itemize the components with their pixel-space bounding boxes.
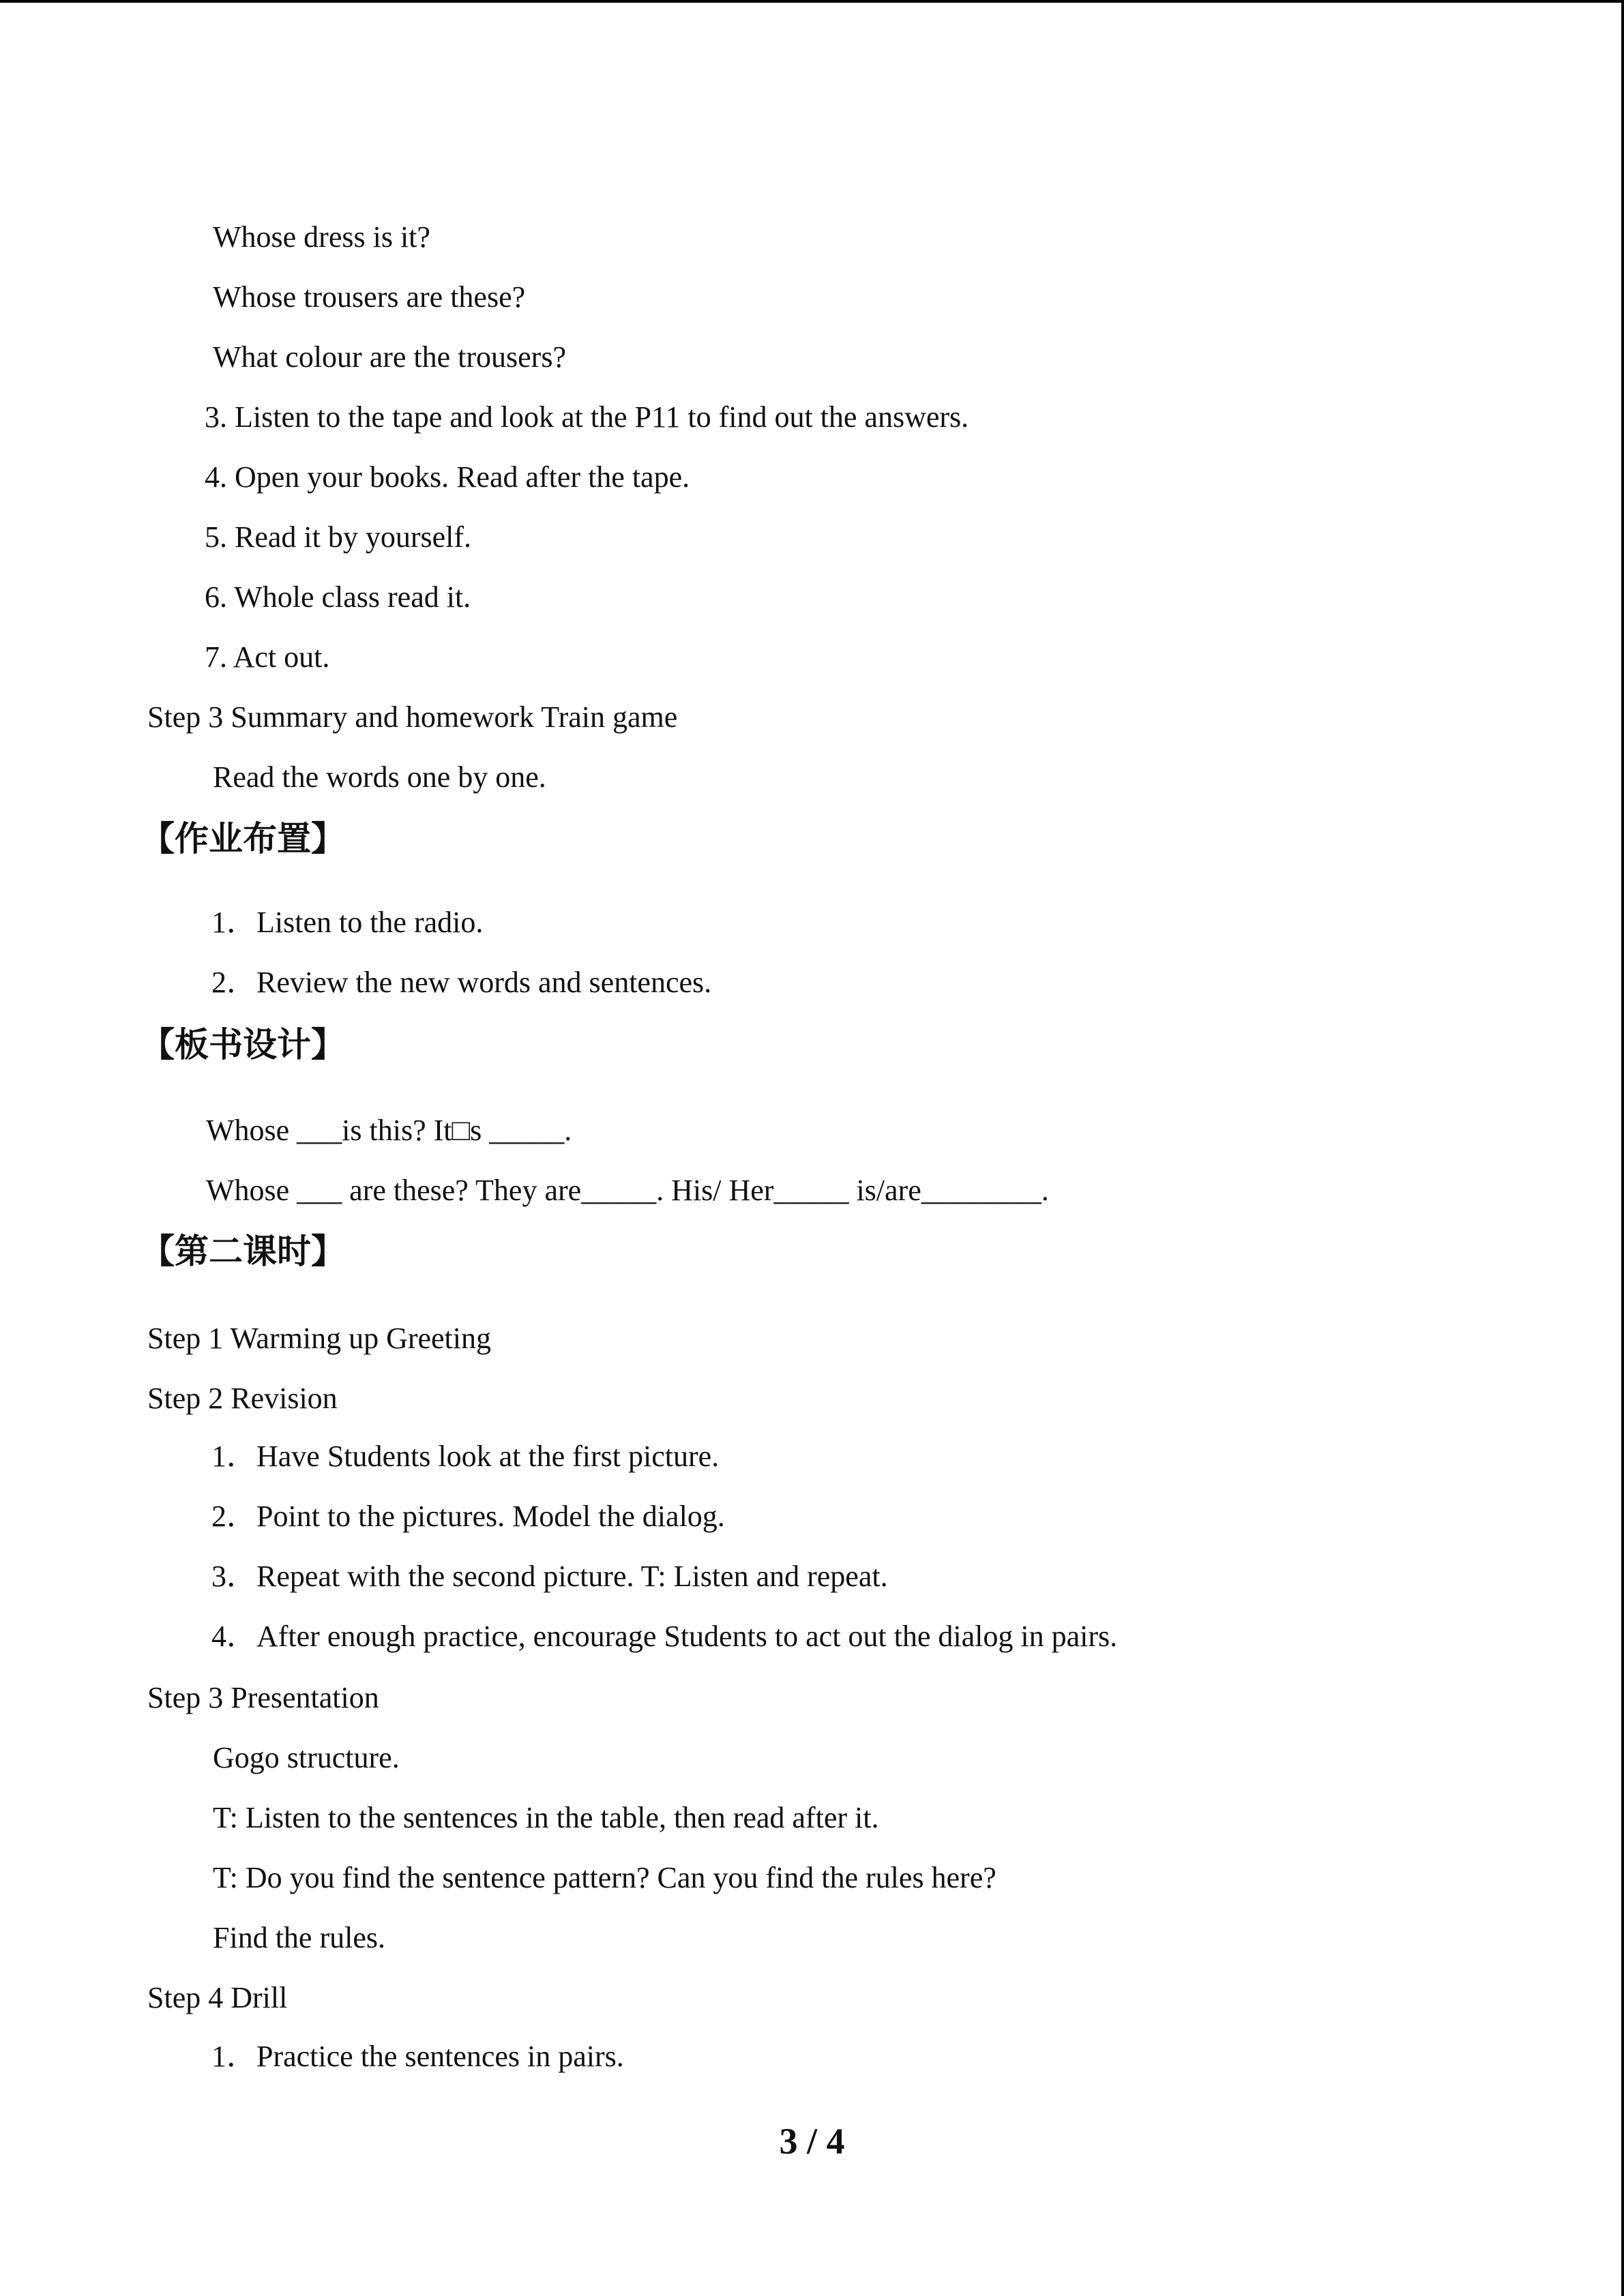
list-item: 1．Have Students look at the first picture. [211,1440,720,1473]
list-item: 1．Practice the sentences in pairs. [211,2040,624,2073]
list-item: 2．Review the new words and sentences. [211,966,712,999]
step-line: Step 2 Revision [147,1382,338,1415]
step-line: Step 3 Summary and homework Train game [147,700,678,734]
section-heading-board: 【板书设计】 [141,1025,345,1064]
list-item: 1．Listen to the radio. [211,906,484,939]
page-right-border [1621,0,1624,2296]
text-line: Whose trousers are these? [213,280,526,314]
text-line: Find the rules. [213,1921,385,1954]
section-heading-homework: 【作业布置】 [141,819,345,859]
step-line: Step 3 Presentation [147,1681,379,1714]
text-line: T: Do you find the sentence pattern? Can you find the rules here? [213,1861,996,1894]
text-line: 6. Whole class read it. [205,580,471,614]
text-line: Gogo structure. [213,1741,400,1774]
page-top-border [0,0,1624,3]
step-line: Step 1 Warming up Greeting [147,1322,492,1355]
list-item: 3．Repeat with the second picture. T: Listen and repeat. [211,1560,888,1593]
text-line: What colour are the trousers? [213,340,566,374]
board-line: Whose ___is this? It□s _____. [206,1114,572,1147]
page-number: 3 / 4 [779,2121,845,2162]
text-line: 4. Open your books. Read after the tape. [205,460,690,494]
text-line: 3. Listen to the tape and look at the P11 to find out the answers. [205,400,969,434]
board-line: Whose ___ are these? They are_____. His/ Her_____ is/are________. [206,1174,1049,1207]
step-line: Step 4 Drill [147,1981,288,2014]
list-item: 4．After enough practice, encourage Students to act out the dialog in pairs. [211,1620,1118,1653]
text-line: T: Listen to the sentences in the table, then read after it. [213,1801,879,1834]
list-item: 2．Point to the pictures. Model the dialog. [211,1500,725,1533]
text-line: 7. Act out. [205,640,330,674]
text-line: 5. Read it by yourself. [205,520,472,554]
section-heading-second-lesson: 【第二课时】 [141,1232,345,1271]
text-line: Read the words one by one. [213,760,546,794]
text-line: Whose dress is it? [213,220,430,254]
